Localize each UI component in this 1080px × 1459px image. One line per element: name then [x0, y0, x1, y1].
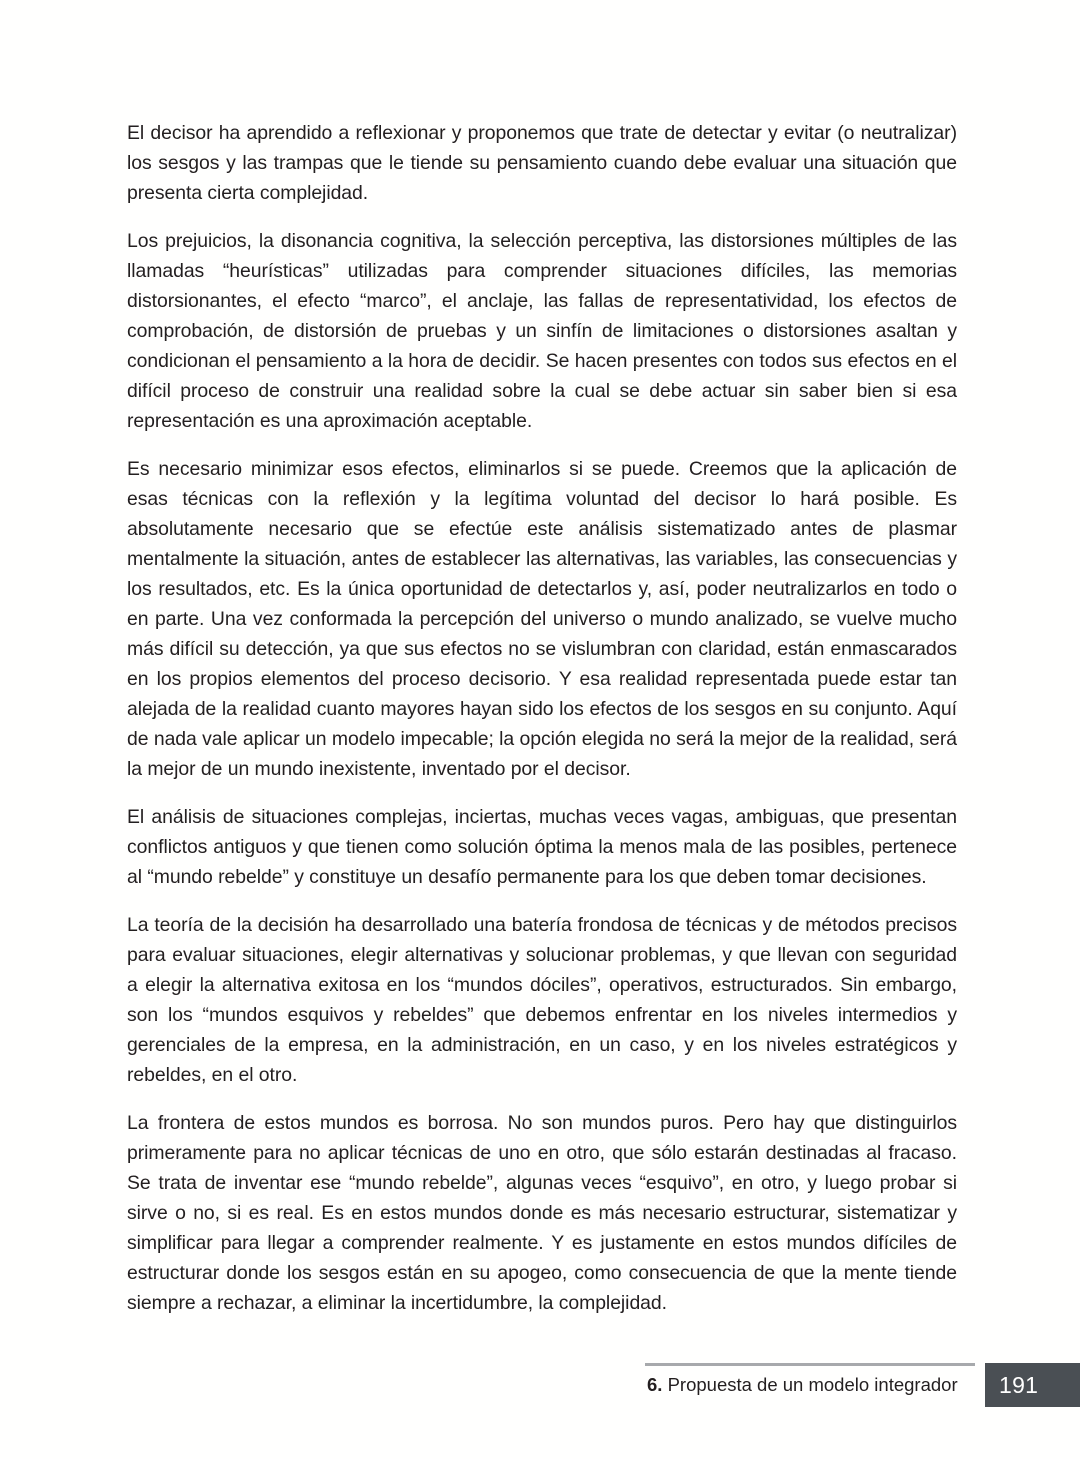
page-footer — [0, 1355, 1080, 1425]
body-paragraph-1: El decisor ha aprendido a reflexionar y proponemos que trate de detectar y evitar (o neutralizar) los sesgos y las trampas que le tiende su pensamiento cuando debe evaluar una situación que presenta cierta complejidad. — [127, 122, 957, 204]
footer-chapter-title: Propuesta de un modelo integrador — [667, 1374, 958, 1395]
page-number-value: 191 — [999, 1372, 1039, 1398]
body-paragraph-4: El análisis de situaciones complejas, inciertas, muchas veces vagas, ambiguas, que presentan conflictos antiguos y que tienen como solución óptima la menos mala de las posibles, pertenece al “mundo rebelde” y constituye un desafío permanente para los que deben tomar decisiones. — [127, 806, 957, 888]
body-text-column — [127, 118, 957, 1318]
footer-chapter-number: 6. — [647, 1374, 663, 1395]
body-paragraph-5: La teoría de la decisión ha desarrollado una batería frondosa de técnicas y de métodos precisos para evaluar situaciones, elegir alternativas y solucionar problemas, y que llevan con seguridad a elegir la alternativa exitosa en los “mundos dóciles”, operativos, estructurados. Sin embargo, son los “mundos esquivos y rebeldes” que debemos enfrentar en los niveles intermedios y gerenciales de la empresa, en la administración, en un caso, y en los niveles estratégicos y rebeldes, en el otro. — [127, 914, 957, 1086]
body-paragraph-3: Es necesario minimizar esos efectos, eliminarlos si se puede. Creemos que la aplicación de esas técnicas con la reflexión y la legítima voluntad del decisor lo hará posible. Es absolutamente necesario que se efectúe este análisis sistematizado antes de plasmar mentalmente la situación, antes de establecer las alternativas, las variables, las consecuencias y los resultados, etc. Es la única oportunidad de detectarlos y, así, poder neutralizarlos en todo o en parte. Una vez conformada la percepción del universo o mundo analizado, se vuelve mucho más difícil su detección, ya que sus efectos no se vislumbran con claridad, están enmascarados en los propios elementos del proceso decisorio. Y esa realidad representada puede estar tan alejada de la realidad cuanto mayores hayan sido los efectos de los sesgos en su conjunto. Aquí de nada vale aplicar un modelo impecable; la opción elegida no será la mejor de la realidad, será la mejor de un mundo inexistente, inventado por el decisor. — [127, 458, 957, 780]
footer-divider — [645, 1363, 975, 1366]
page-number-badge — [985, 1363, 1080, 1407]
footer-chapter-caption — [647, 1373, 967, 1397]
body-paragraph-2: Los prejuicios, la disonancia cognitiva, la selección perceptiva, las distorsiones múltiples de las llamadas “heurísticas” utilizadas para comprender situaciones difíciles, las memorias distorsionantes, el efecto “marco”, el anclaje, las fallas de representatividad, los efectos de comprobación, de distorsión de pruebas y un sinfín de limitaciones o distorsiones asaltan y condicionan el pensamiento a la hora de decidir. Se hacen presentes con todos sus efectos en el difícil proceso de construir una realidad sobre la cual se debe actuar sin saber bien si esa representación es una aproximación aceptable. — [127, 230, 957, 432]
body-paragraph-6: La frontera de estos mundos es borrosa. No son mundos puros. Pero hay que distinguirlos primeramente para no aplicar técnicas de uno en otro, que sólo estarán destinadas al fracaso. Se trata de inventar ese “mundo rebelde”, algunas veces “esquivo”, en otro, y luego probar si sirve o no, si es real. Es en estos mundos donde es más necesario estructurar, sistematizar y simplificar para llegar a comprender realmente. Y es justamente en estos mundos difíciles de estructurar donde los sesgos están en su apogeo, como consecuencia de que la mente tiende siempre a rechazar, a eliminar la incertidumbre, la complejidad. — [127, 1112, 957, 1314]
